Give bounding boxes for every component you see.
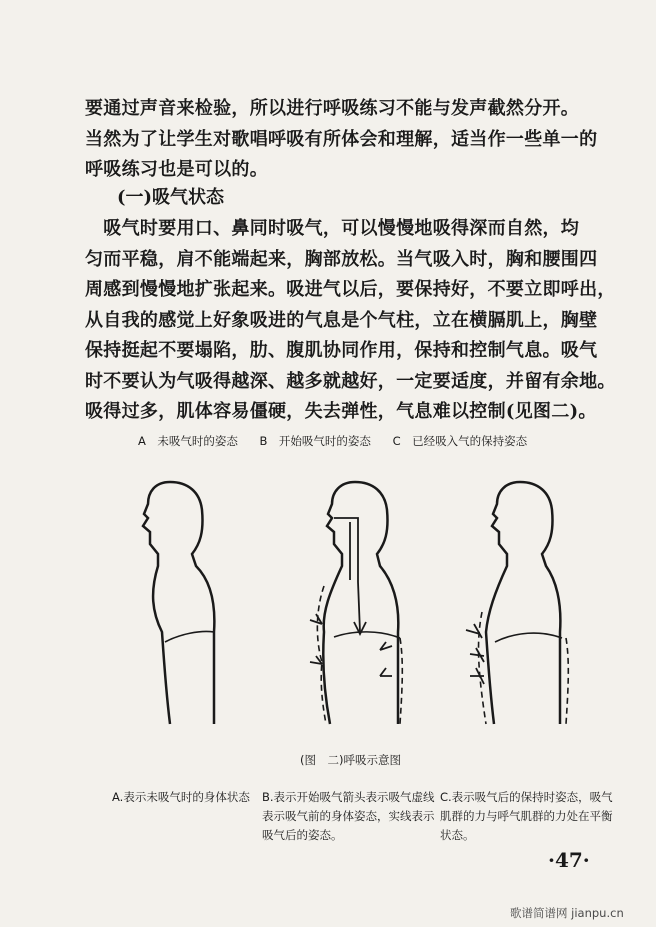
silhouette-a [143, 482, 214, 724]
figure-description-a: A.表示未吸气时的身体状态 [112, 790, 250, 804]
intro-line-2: 当然为了让学生对歌唱呼吸有所体会和理解，适当作一些单一的 [85, 128, 598, 150]
intro-line-3: 呼吸练习也是可以的。 [85, 159, 268, 180]
body-line-6: 时不要认为气吸得越深、越多就越好，一定要适度，并留有余地。 [85, 370, 616, 392]
figure-label-c: C 已经吸入气的保持姿态 [392, 434, 528, 448]
silhouette-c [466, 482, 568, 724]
body-line-1: 吸气时要用口、鼻同时吸气，可以慢慢地吸得深而自然，均 [85, 218, 580, 239]
figure-description-b: B.表示开始吸气箭头表示吸气虚线表示吸气前的身体姿态，实线表示吸气后的姿态。 [262, 790, 435, 842]
intro-line-1: 要通过声音来检验，所以进行呼吸练习不能与发声截然分开。 [85, 98, 580, 119]
watermark: 歌谱简谱网 jianpu.cn [510, 906, 624, 920]
figure-caption: (图 二)呼吸示意图 [300, 753, 401, 767]
body-line-2: 匀而平稳，肩不能端起来，胸部放松。当气吸入时，胸和腰围四 [85, 248, 598, 270]
body-line-3: 周感到慢慢地扩张起来。吸进气以后，要保持好，不要立即呼出， [85, 279, 616, 300]
page-number: ·47· [548, 848, 590, 872]
body-paragraph [85, 214, 615, 428]
figure-labels [138, 433, 545, 449]
section-heading: (一)吸气状态 [117, 187, 225, 208]
breathing-diagram [110, 462, 590, 742]
body-line-7: 吸得过多，肌体容易僵硬，失去弹性，气息难以控制(见图二)。 [85, 401, 597, 422]
figure-description-c: C.表示吸气后的保持时姿态，吸气肌群的力与呼气肌群的力处在平衡状态。 [440, 790, 613, 842]
figure-label-a: A 未吸气时的姿态 [138, 434, 238, 448]
intro-paragraph [85, 94, 615, 186]
silhouette-b [310, 482, 402, 724]
figure-label-b: B 开始吸气时的姿态 [259, 434, 371, 448]
body-line-5: 保持挺起不要塌陷，肋、腹肌协同作用，保持和控制气息。吸气 [85, 340, 598, 361]
body-line-4: 从自我的感觉上好象吸进的气息是个气柱，立在横膈肌上，胸壁 [85, 309, 598, 331]
